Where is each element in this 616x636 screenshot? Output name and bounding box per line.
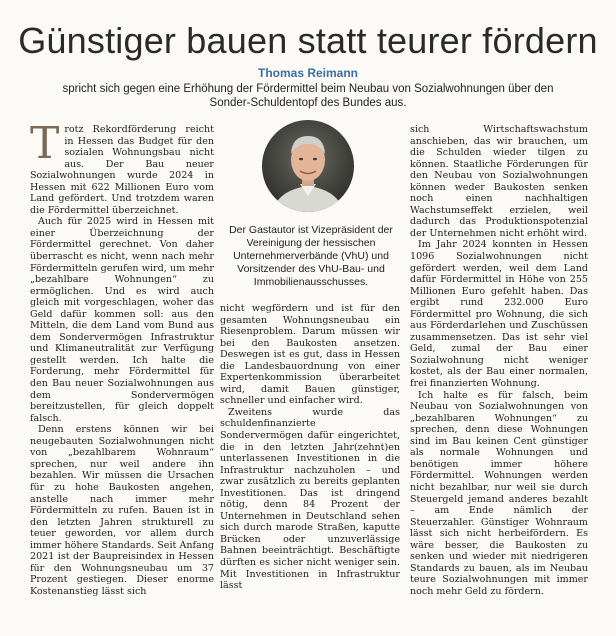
text-column-2 [220,303,400,634]
paragraph-text: rotz Rekordförderung reicht in Hessen das Budget für den sozialen Wohnungsbau nicht aus. Der Bau neuer Sozialwohnungen wurde 2024 in Hessen mit 622 Millionen Euro vom Land gefördert. Und trotzdem waren die Fördermittel überzeichnet. [30,124,214,216]
paragraph: Zweitens wurde das schuldenfinanzierte Sondervermögen dafür eingerichtet, die in den letzten Jahr(zehnt)en unterlassenen Investitionen in die Infrastruktur nachzuholen – und zwar zusätzlich zu bereits geplanten Investitionen. Das ist dringend nötig, denn 84 Prozent der Unternehmen in Deutschland sehen sich durch marode Straßen, kaputte Brücken oder unzuverlässige Bahnen beeinträchtigt. Beschäftigte dürften es sicher nicht weniger sein. Mit Investitionen in Infrastruktur lässt [220,406,400,592]
photo-caption: Der Gastautor ist Vizepräsident der Vereinigung der hessischen Unternehmerverbände (VhU) und Vorsitzender des VhU-Bau- und Immobilienausschusses. [229,224,393,288]
article-headline: Günstiger bauen statt teurer fördern [18,20,598,61]
text-column-3 [410,124,588,634]
author-name: Thomas Reimann [257,66,359,80]
paragraph: Denn erstens können wir bei neugebauten Sozialwohnungen nicht von „bezahlbarem Wohnraum“ sprechen, nur weil andere ihn bezahlen. Wir müssen die Ursachen für zu hohe Baukosten angehen, anstelle nach immer mehr Fördermitteln zu rufen. Bauen ist in den letzten Jahren strukturell zu teuer geworden, vor allem durch immer höhere Standards. Seit Anfang 2021 ist der Baupreisindex in Hessen für den Wohnungsneubau um 37 Prozent gestiegen. Dieser enorme Kostenanstieg lässt sich [30,424,214,597]
paragraph: Ich halte es für falsch, beim Neubau von Sozialwohnungen von „bezahlbaren Wohnungen“ zu sprechen, denn diese Wohnungen sind im Bau keinen Cent günstiger als normale Wohnungen und benötigen immer höhere Fördermittel. Wohnungen werden nicht bezahlbar, nur weil sie durch Steuergeld jemand anderes bezahlt – am Ende nämlich der Steuerzahler. Günstiger Wohnraum lässt sich nicht herbeifördern. Es wäre besser, die Baukosten zu senken und wieder mit niedrigeren Standards zu bauen, als im Neubau teure Sozialwohnungen mit immer noch mehr Geld zu fördern. [410,389,588,597]
paragraph: sich Wirtschaftswachstum anschieben, das wir brauchen, um die Schulden wieder tilgen zu können. Staatliche Förderungen für den Neubau von Sozialwohnungen können weder Baukosten senken noch einen nachhaltigen Wachstumseffekt erzielen, weil dadurch das Produktionspotenzial der Unternehmen nicht erhöht wird. [410,124,588,239]
portrait-illustration [262,120,354,212]
paragraph: nicht wegfördern und ist für den gesamten Wohnungsneubau ein Riesenproblem. Darum müssen wir bei den Baukosten ansetzen. Deswegen ist es gut, dass in Hessen die Landesbauordnung von einer Expertenkommission überarbeitet wird, damit Bauen günstiger, schneller und einfacher wird. [220,303,400,407]
article-teaser: spricht sich gegen eine Erhöhung der Fördermittel beim Neubau von Sozialwohnungen über den Sonder-Schuldentopf des Bundes aus. [62,83,554,109]
drop-cap: T [30,118,60,169]
paragraph: Auch für 2025 wird in Hessen mit einer Überzeichnung der Fördermittel gerechnet. Von daher überrascht es nicht, wenn nach mehr Fördermitteln gerufen wird, um mehr „bezahlbare Wohnungen“ zu ermöglichen. Und es wird auch gleich mit vorgeschlagen, woher das Geld dafür kommen soll: aus den Mitteln, die dem Land vom Bund aus dem Sondervermögen Infrastruktur und Klimaneutralität zur Verfügung gestellt werden. Ich halte die Forderung, mehr Fördermittel für den Bau neuer Sozialwohnungen aus dem Sondervermögen bereitzustellen, für gleich doppelt falsch. [30,216,214,424]
paragraph [30,118,214,216]
text-column-1 [30,118,214,634]
author-portrait-photo [262,120,354,212]
paragraph: Im Jahr 2024 konnten in Hessen 1096 Sozialwohnungen nicht gefördert werden, weil dem Land dafür Fördermittel in Höhe von 255 Millionen Euro gefehlt haben. Das ergibt rund 232.000 Euro Fördermittel pro Wohnung, die sich aus Förderdarlehen und Zuschüssen zusammensetzen. Das ist sehr viel Geld, zumal der Bau einer Sozialwohnung nicht weniger kostet, als der Bau einer normalen, frei finanzierten Wohnung. [410,239,588,390]
